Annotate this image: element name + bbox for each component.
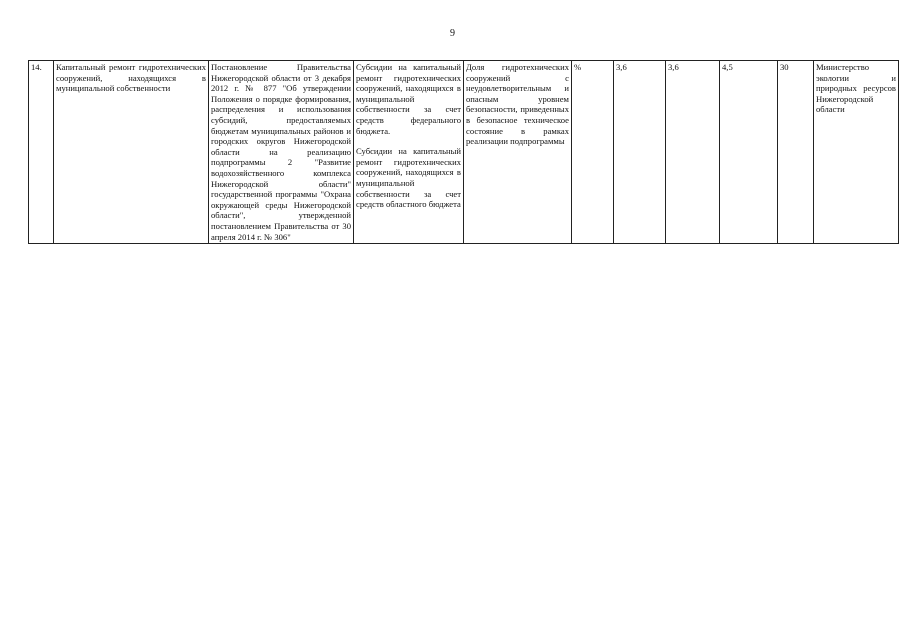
- subsidy-regional-text: Субсидии на капитальный ремонт гидротехнических сооружений, находящихся в муниципальной собственности за счет средств областного бюджета: [356, 146, 461, 210]
- table-row: [29, 61, 899, 244]
- value-cell-1: 3,6: [614, 61, 666, 244]
- unit-cell: %: [572, 61, 614, 244]
- responsible-cell: Министерство экологии и природных ресурсов Нижегородской области: [814, 61, 899, 244]
- legal-basis-cell: Постановление Правительства Нижегородской области от 3 декабря 2012 г. № 877 "Об утверждении Положения о порядке формирования, распределения и использования субсидий, предоставляемых бюджетам муниципальных районов и городских округов Нижегородской области на реализацию подпрограммы 2 "Развитие водохозяйственного комплекса Нижегородской области" государственной программы "Охрана окружающей среды Нижегородской области", утвержденной постановлением Правительства от 30 апреля 2014 г. № 306": [209, 61, 354, 244]
- value-cell-4: 30: [778, 61, 814, 244]
- program-table: [28, 60, 899, 244]
- indicator-cell: Доля гидротехнических сооружений с неудовлетворительным и опасным уровнем безопасности, приведенных в безопасное техническое состояние в рамках реализации подпрограммы: [464, 61, 572, 244]
- value-cell-2: 3,6: [666, 61, 720, 244]
- subsidy-federal-text: Субсидии на капитальный ремонт гидротехнических сооружений, находящихся в муниципальной собственности за счет средств федерального бюджета.: [356, 62, 461, 136]
- event-name-cell: Капитальный ремонт гидротехнических сооружений, находящихся в муниципальной собственности: [54, 61, 209, 244]
- page-number: 9: [450, 28, 455, 39]
- row-number: 14.: [29, 61, 54, 244]
- value-cell-3: 4,5: [720, 61, 778, 244]
- subsidy-cell: [354, 61, 464, 244]
